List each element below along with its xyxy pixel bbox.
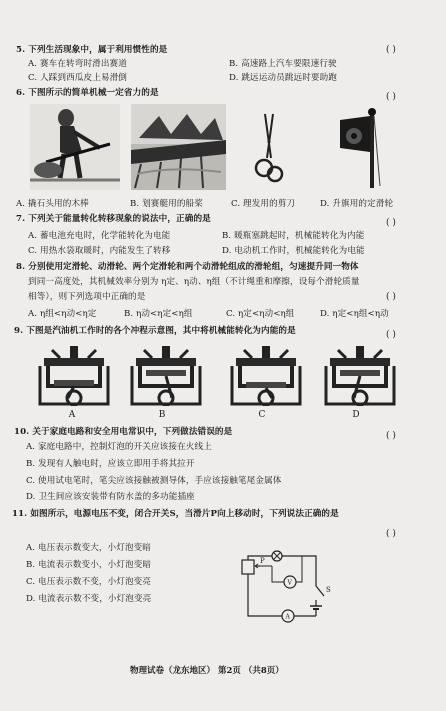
q8-line-2: 到同一高度处，其机械效率分别为 η定、η动、η组（不计绳重和摩擦，设每个滑轮质量 [28,277,360,287]
q7-answer-paren: ( ) [386,218,396,228]
page-footer: 物理试卷（龙东地区） 第2页 （共8页） [130,666,284,676]
q11-option-c: C. 电压表示数不变，小灯泡变亮 [26,577,152,587]
circuit-label-p: P [260,557,265,565]
q8-option-b: B. η动<η定<η组 [124,309,193,319]
q8-line-1: 8. 分别使用定滑轮、动滑轮、两个定滑轮和两个动滑轮组成的滑轮组，匀速提升同一物体 [16,262,359,272]
q7-option-a: A. 蓄电池充电时，化学能转化为电能 [28,231,171,241]
q11-stem: 11. 如图所示，电源电压不变，闭合开关S，当滑片P向上移动时，下列说法正确的是 [12,509,339,519]
q5-option-b: B. 高速路上汽车要限速行驶 [229,59,337,69]
q9-engine-a [34,346,114,406]
q7-stem: 7. 下列关于能量转化转移现象的说法中，正确的是 [16,214,211,224]
q6-figure-rowing [131,104,226,190]
q6-answer-paren: ( ) [386,92,396,102]
q7-option-d: D. 电动机工作时，机械能转化为电能 [222,246,365,256]
q8-option-d: D. η定<η组<η动 [320,309,389,319]
q10-stem: 10. 关于家庭电路和安全用电常识中，下列做法错误的是 [14,427,233,437]
q9-engine-c [226,346,306,406]
q5-answer-paren: ( ) [386,45,396,55]
q5-option-c: C. 人踩到西瓜皮上易滑倒 [28,73,127,83]
q8-answer-paren: ( ) [386,292,396,302]
q10-answer-paren: ( ) [386,431,396,441]
q11-answer-paren: ( ) [386,529,396,539]
circuit-label-a: A [285,613,290,621]
q10-option-b: B. 发现有人触电时，应该立即用手将其拉开 [26,459,195,469]
q7-option-c: C. 用热水袋取暖时，内能发生了转移 [28,246,171,256]
circuit-label-s: S [326,586,331,594]
circuit-label-v: V [287,579,292,587]
q9-engine-b [126,346,206,406]
q6-figure-flagpole-pulley [334,106,394,188]
q9-engine-d [320,346,400,406]
q11-option-a: A. 电压表示数变大，小灯泡变暗 [26,543,151,553]
q9-label-c: C [258,410,266,420]
q8-option-c: C. η定<η动<η组 [226,309,295,319]
q5-stem: 5. 下列生活现象中，属于利用惯性的是 [16,45,168,55]
q6-figure-crowbar [30,104,120,190]
q9-answer-paren: ( ) [386,330,396,340]
q9-label-d: D [352,410,360,420]
q7-option-b: B. 暖瓶塞跳起时，机械能转化为内能 [222,231,365,241]
q6-option-a: A. 撬石头用的木棒 [16,199,89,209]
q11-circuit-diagram [232,546,342,624]
q6-stem: 6. 下图所示的简单机械一定省力的是 [16,88,159,98]
q11-option-d: D. 电流表示数不变，小灯泡变亮 [26,594,152,604]
q6-option-c: C. 理发用的剪刀 [231,199,296,209]
q11-option-b: B. 电流表示数变小，小灯泡变暗 [26,560,152,570]
q5-option-d: D. 跳远运动员跳远时要助跑 [229,73,337,83]
q9-label-b: B [158,410,166,420]
q5-option-a: A. 赛车在转弯时滑出赛道 [28,59,127,69]
q9-stem: 9. 下图是汽油机工作时的各个冲程示意图，其中将机械能转化为内能的是 [14,326,296,336]
q8-line-3: 相等），则下列选项中正确的是 [28,292,146,302]
q10-option-d: D. 卫生间应该安装带有防水盖的多功能插座 [26,492,195,502]
q10-option-c: C. 使用试电笔时，笔尖应该接触被测导体，手应该接触笔尾金属体 [26,476,282,486]
q8-option-a: A. η组<η动<η定 [28,309,97,319]
q9-label-a: A [68,410,76,420]
q6-figure-scissors [254,112,284,188]
q10-option-a: A. 家庭电路中，控制灯泡的开关应该接在火线上 [26,442,212,452]
q6-option-d: D. 升旗用的定滑轮 [320,199,394,209]
q6-option-b: B. 划赛艇用的船桨 [130,199,203,209]
